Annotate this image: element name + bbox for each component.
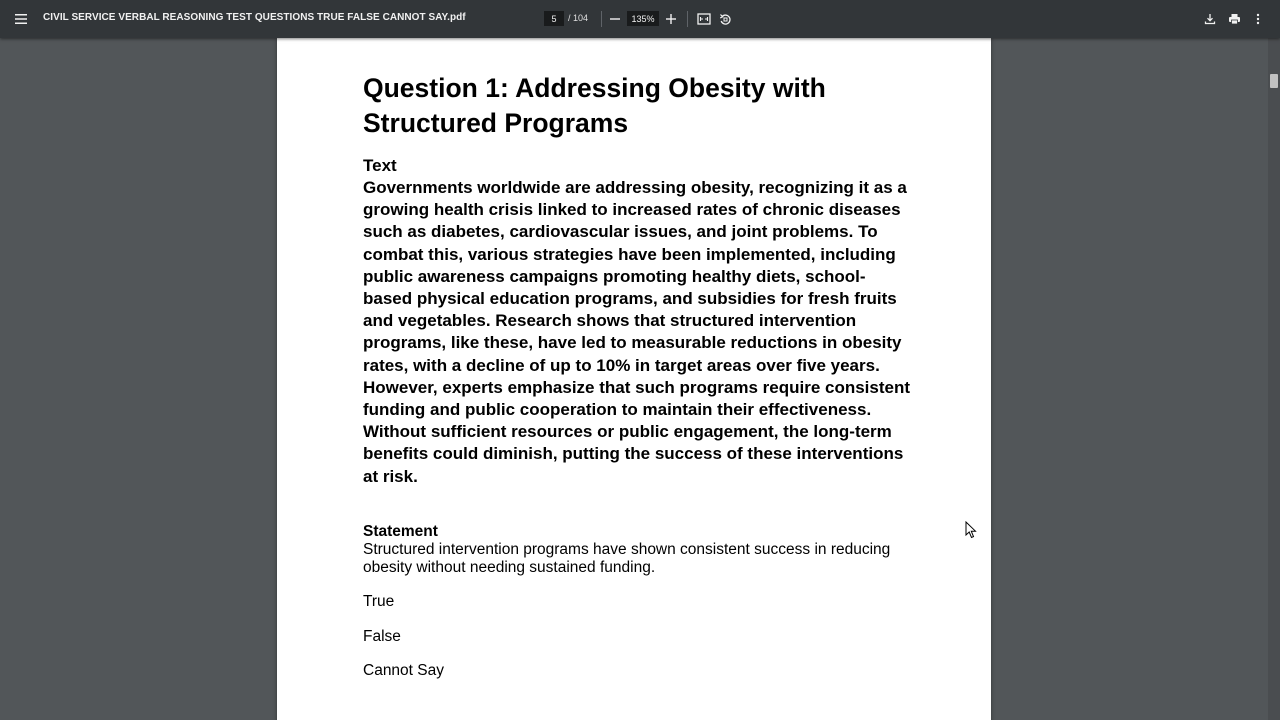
rotate-icon[interactable] xyxy=(713,7,737,31)
minus-icon[interactable] xyxy=(603,7,627,31)
vertical-scrollbar[interactable] xyxy=(1268,38,1280,720)
more-vertical-icon[interactable] xyxy=(1246,7,1270,31)
menu-icon[interactable] xyxy=(9,7,33,31)
option-false[interactable]: False xyxy=(363,627,401,645)
pdf-toolbar xyxy=(0,0,1280,38)
pdf-page xyxy=(277,38,991,720)
toolbar-divider xyxy=(687,11,688,27)
option-cannot-say[interactable]: Cannot Say xyxy=(363,662,444,680)
statement-heading: Statement xyxy=(363,522,438,540)
plus-icon[interactable] xyxy=(659,7,683,31)
download-icon[interactable] xyxy=(1198,7,1222,31)
question-title: Question 1: Addressing Obesity with Structured Programs xyxy=(363,73,826,138)
scrollbar-thumb[interactable] xyxy=(1270,74,1278,88)
text-heading: Text xyxy=(363,156,397,175)
option-true[interactable]: True xyxy=(363,593,395,611)
page-content xyxy=(363,71,911,681)
statement-text: Structured intervention programs have shown consistent success in reducing obesity without needing sustained funding. xyxy=(363,540,891,577)
document-title: CIVIL SERVICE VERBAL REASONING TEST QUESTIONS TRUE FALSE CANNOT SAY.pdf xyxy=(43,12,466,23)
page-total: / 104 xyxy=(568,13,589,23)
zoom-level-input[interactable] xyxy=(627,11,659,26)
toolbar-divider xyxy=(601,11,602,27)
passage-text: Governments worldwide are addressing obesity, recognizing it as a growing health crisis linked to increased rates of chronic diseases such as diabetes, cardiovascular issues, and joint problems. To combat this, various strategies have been implemented, including public awareness campaigns promoting healthy diets, school-based physical education programs, and subsidies for fresh fruits and vegetables. Research shows that structured intervention programs, like these, have led to measurable reductions in obesity rates, with a decline of up to 10% in target areas over five years. However, experts emphasize that such programs require consistent funding and public cooperation to maintain their effectiveness. Without sufficient resources or public engagement, the long-term benefits could diminish, putting the success of these interventions at risk. xyxy=(363,178,911,486)
print-icon[interactable] xyxy=(1222,7,1246,31)
page-number-input[interactable] xyxy=(544,11,564,26)
document-viewer[interactable] xyxy=(0,38,1268,720)
